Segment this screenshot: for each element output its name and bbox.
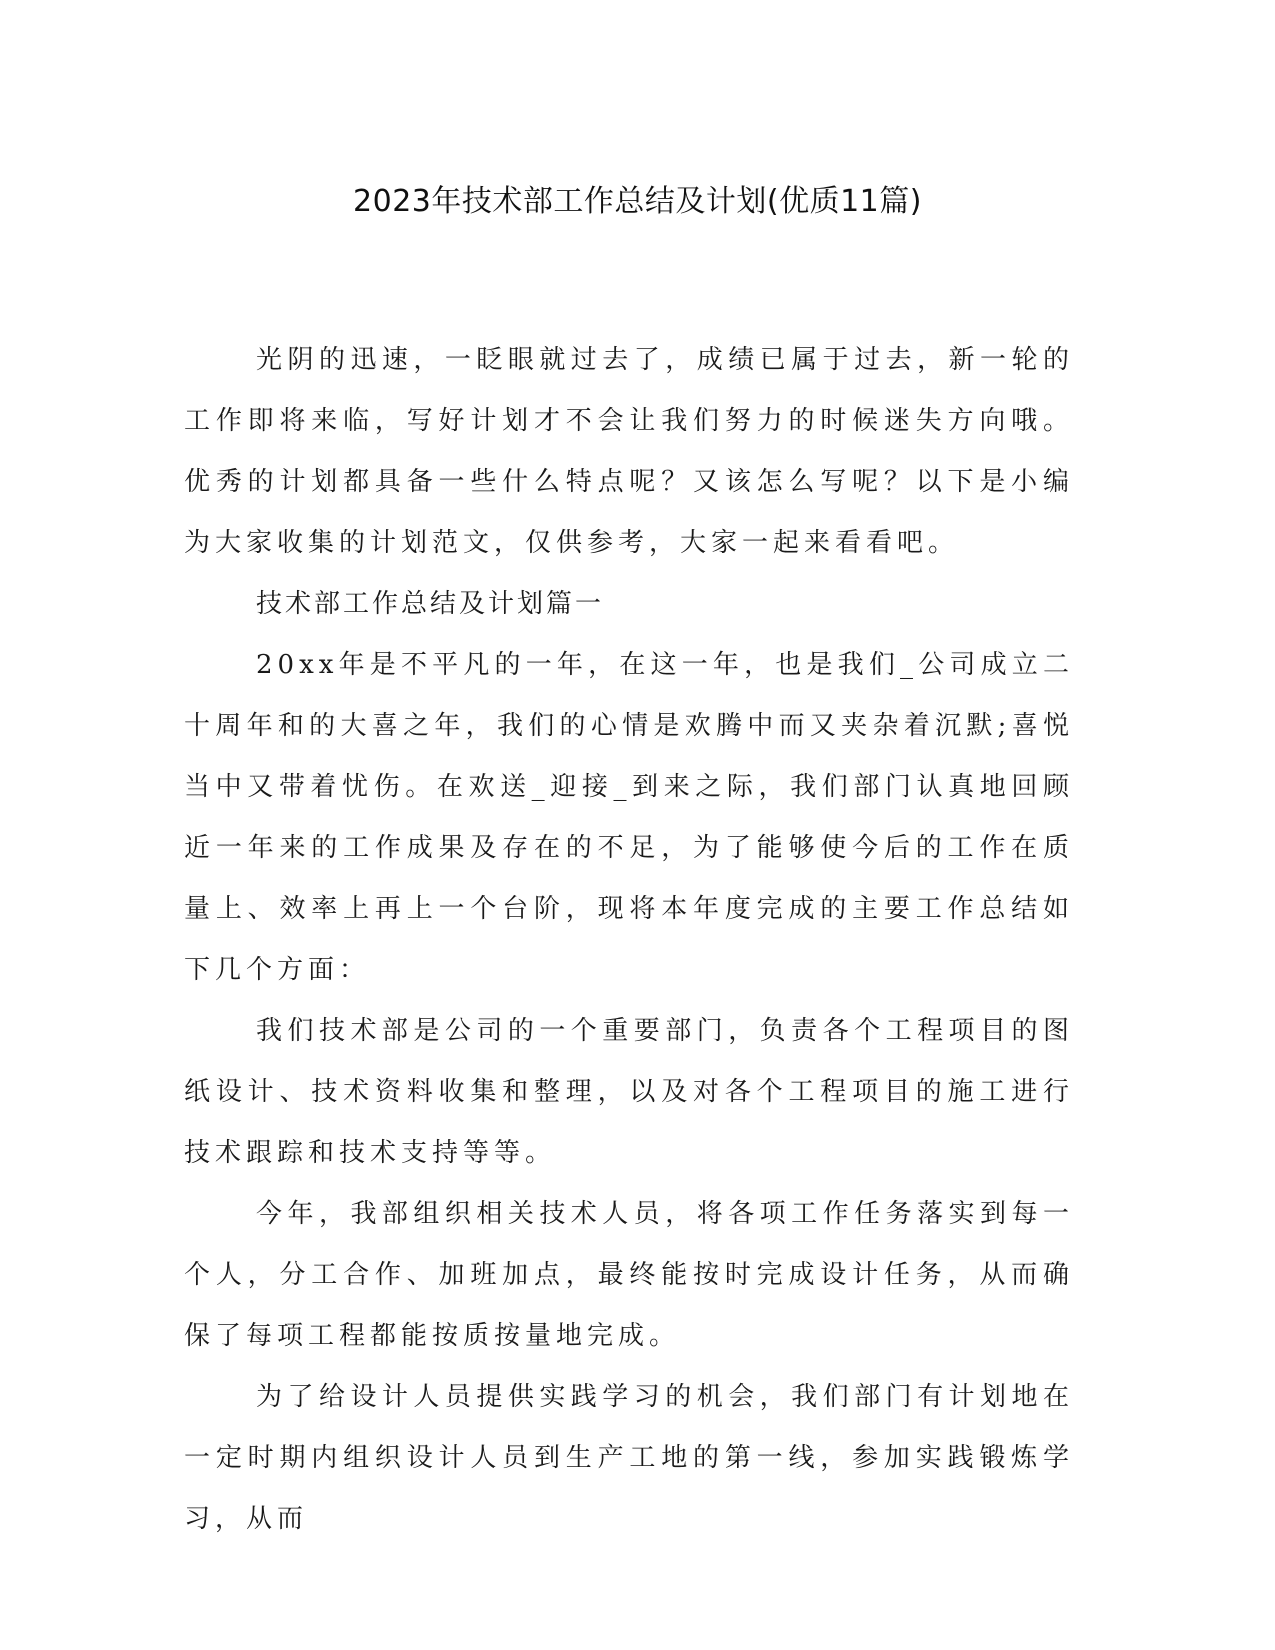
body-paragraph: 为了给设计人员提供实践学习的机会，我们部门有计划地在一定时期内组织设计人员到生产工地的第一线，参加实践锻炼学习，从而 xyxy=(184,1382,1074,1534)
body-paragraph: 我们技术部是公司的一个重要部门，负责各个工程项目的图纸设计、技术资料收集和整理，以及对各个工程项目的施工进行技术跟踪和技术支持等等。 xyxy=(184,1016,1074,1168)
intro-paragraph: 光阴的迅速，一眨眼就过去了，成绩已属于过去，新一轮的工作即将来临，写好计划才不会让我们努力的时候迷失方向哦。优秀的计划都具备一些什么特点呢？又该怎么写呢？以下是小编为大家收集的计划范文，仅供参考，大家一起来看看吧。 xyxy=(184,345,1074,558)
document-body xyxy=(184,330,1074,1550)
document-title: 2023年技术部工作总结及计划(优质11篇) xyxy=(353,184,922,219)
section-heading: 技术部工作总结及计划篇一 xyxy=(256,589,605,619)
body-paragraph: 20xx年是不平凡的一年，在这一年，也是我们_公司成立二十周年和的大喜之年，我们的心情是欢腾中而又夹杂着沉默;喜悦当中又带着忧伤。在欢送_迎接_到来之际，我们部门认真地回顾近一年来的工作成果及存在的不足，为了能够使今后的工作在质量上、效率上再上一个台阶，现将本年度完成的主要工作总结如下几个方面： xyxy=(184,650,1074,985)
body-paragraph: 今年，我部组织相关技术人员，将各项工作任务落实到每一个人，分工合作、加班加点，最终能按时完成设计任务，从而确保了每项工程都能按质按量地完成。 xyxy=(184,1199,1074,1351)
